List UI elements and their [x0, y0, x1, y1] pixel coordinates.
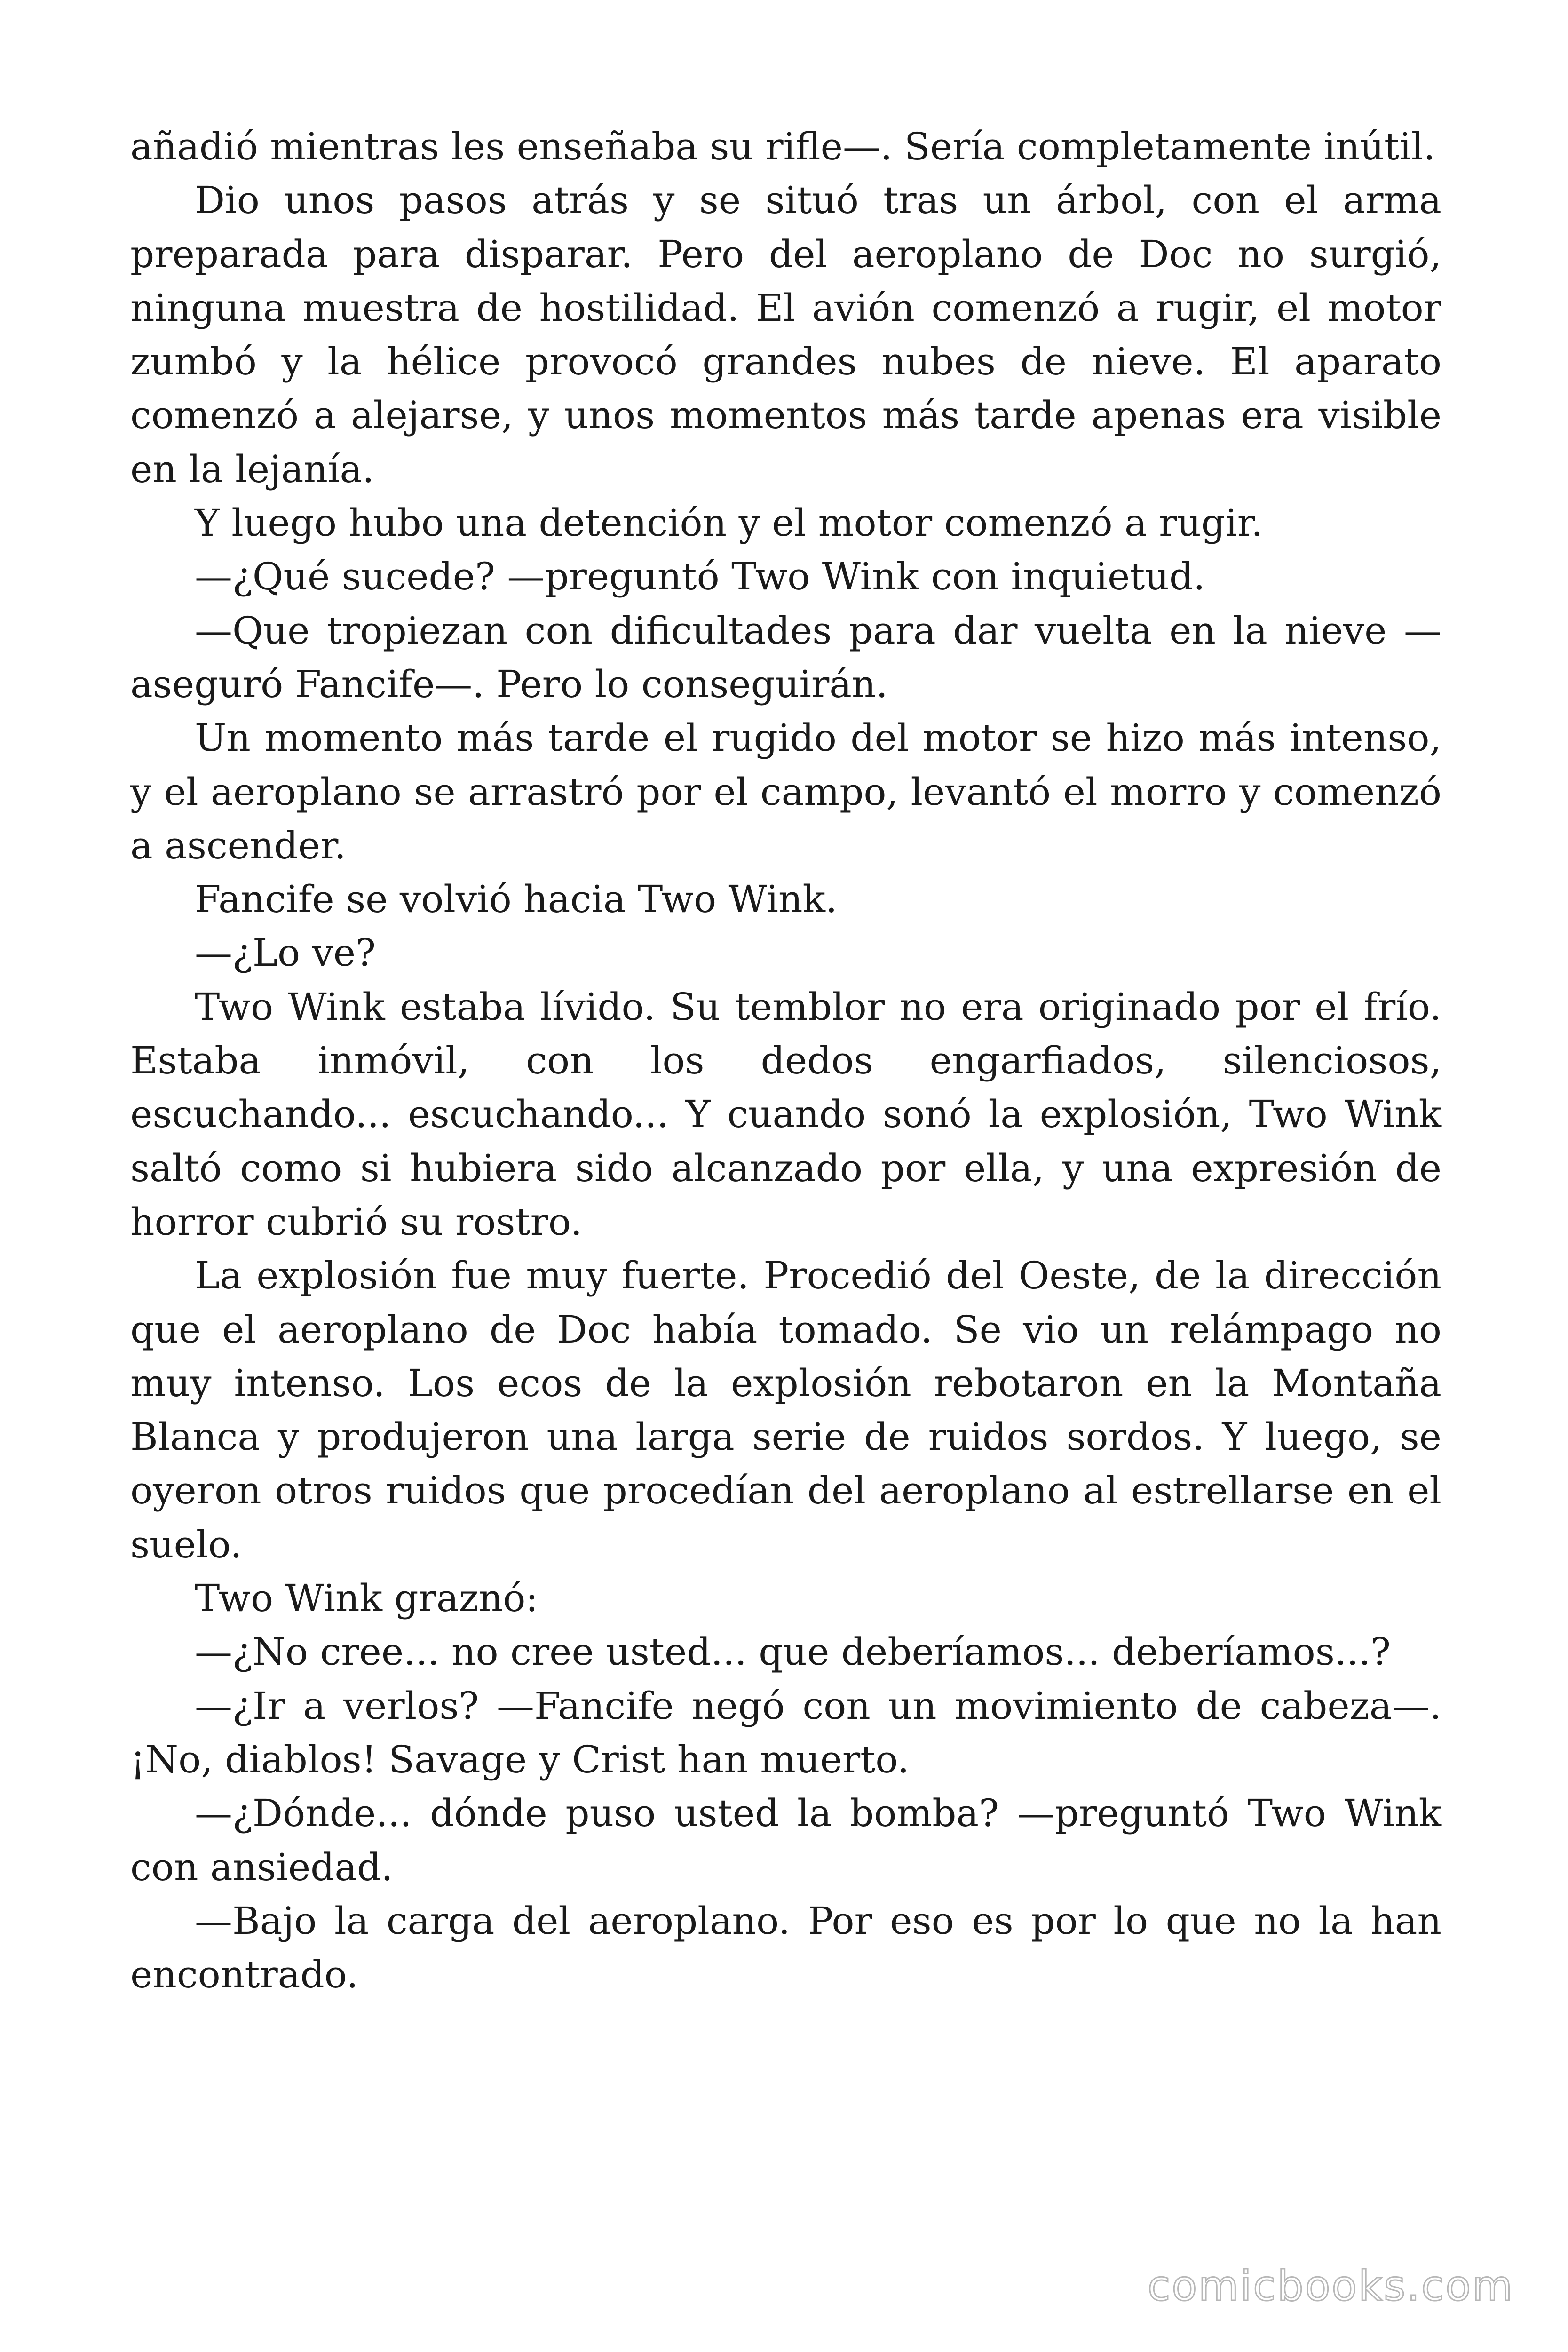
text-line: —Bajo la carga del aeroplano. Por eso es por lo que no la han	[195, 1899, 1441, 1943]
text-line: con ansiedad.	[130, 1845, 393, 1889]
text-line: escuchando... escuchando... Y cuando sonó la explosión, Two Wink	[130, 1092, 1441, 1136]
text-line: muy intenso. Los ecos de la explosión rebotaron en la Montaña	[130, 1361, 1441, 1405]
watermark-logo: comicbooks.com	[1147, 2262, 1514, 2310]
text-line: —¿No cree... no cree usted... que deberíamos... deberíamos...?	[195, 1630, 1391, 1674]
text-line: La explosión fue muy fuerte. Procedió del Oeste, de la dirección	[195, 1254, 1441, 1298]
text-line: ninguna muestra de hostilidad. El avión comenzó a rugir, el motor	[130, 286, 1441, 330]
text-line: a ascender.	[130, 823, 346, 867]
text-line: preparada para disparar. Pero del aeroplano de Doc no surgió,	[130, 232, 1441, 276]
text-line: —¿Ir a verlos? —Fancife negó con un movimiento de cabeza—.	[195, 1684, 1441, 1728]
text-line: añadió mientras les enseñaba su rifle—. Sería completamente inútil.	[130, 125, 1435, 168]
text-line: Un momento más tarde el rugido del motor se hizo más intenso,	[195, 716, 1441, 760]
text-line: Dio unos pasos atrás y se situó tras un árbol, con el arma	[195, 178, 1441, 222]
text-line: comenzó a alejarse, y unos momentos más tarde apenas era visible	[130, 393, 1441, 437]
text-line: aseguró Fancife—. Pero lo conseguirán.	[130, 662, 888, 706]
text-line: y el aeroplano se arrastró por el campo, levantó el morro y comenzó	[130, 770, 1441, 814]
body-text	[130, 120, 1441, 2002]
text-line: horror cubrió su rostro.	[130, 1200, 583, 1244]
text-line: en la lejanía.	[130, 447, 374, 491]
text-line: Two Wink graznó:	[195, 1576, 539, 1621]
text-line: Blanca y produjeron una larga serie de ruidos sordos. Y luego, se	[130, 1415, 1441, 1459]
text-line: que el aeroplano de Doc había tomado. Se vio un relámpago no	[130, 1307, 1441, 1351]
text-line: zumbó y la hélice provocó grandes nubes de nieve. El aparato	[130, 340, 1441, 384]
text-line: Estaba inmóvil, con los dedos engarfiados, silenciosos,	[130, 1039, 1441, 1083]
text-line: —¿Dónde... dónde puso usted la bomba? —preguntó Two Wink	[195, 1791, 1441, 1836]
text-line: oyeron otros ruidos que procedían del aeroplano al estrellarse en el	[130, 1469, 1441, 1513]
text-line: encontrado.	[130, 1953, 358, 1997]
text-line: —¿Lo ve?	[195, 931, 376, 975]
text-line: ¡No, diablos! Savage y Crist han muerto.	[130, 1737, 910, 1781]
text-line: —Que tropiezan con dificultades para dar vuelta en la nieve —	[195, 608, 1441, 652]
text-line: Two Wink estaba lívido. Su temblor no era originado por el frío.	[195, 985, 1441, 1029]
text-line: Y luego hubo una detención y el motor comenzó a rugir.	[195, 501, 1263, 545]
text-line: —¿Qué sucede? —preguntó Two Wink con inquietud.	[195, 555, 1205, 599]
text-line: saltó como si hubiera sido alcanzado por ella, y una expresión de	[130, 1146, 1441, 1190]
text-line: suelo.	[130, 1522, 242, 1566]
text-line: Fancife se volvió hacia Two Wink.	[195, 877, 838, 922]
